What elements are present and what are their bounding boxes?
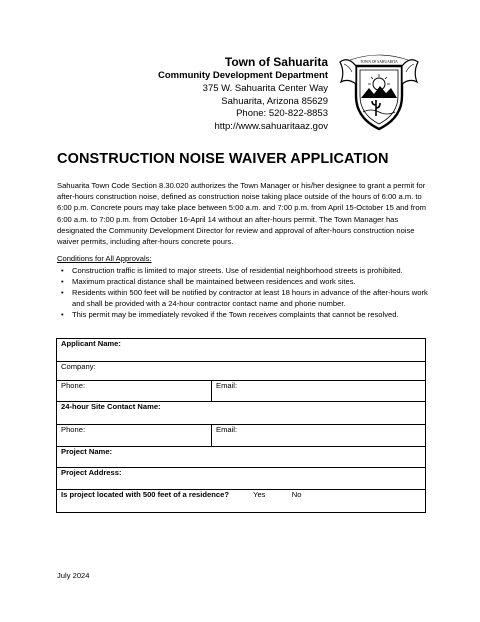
project-address-field[interactable] — [57, 468, 426, 490]
town-seal-logo — [336, 52, 422, 132]
residence-question-label: Is project located with 500 feet of a residence? — [61, 490, 229, 499]
email-label: Email: — [216, 381, 238, 390]
letterhead — [158, 55, 328, 134]
phone-label: Phone: — [61, 381, 86, 390]
page-title: CONSTRUCTION NOISE WAIVER APPLICATION — [57, 151, 389, 167]
condition-item: • Residents within 500 feet will be notified by contractor at least 18 hours in advance of the after-hours work and shall be provided with a 24-hour contractor contact name and phone number. — [57, 287, 437, 309]
yes-option[interactable]: Yes — [253, 490, 266, 499]
company-label: Company: — [61, 362, 96, 371]
applicant-name-label: Applicant Name: — [61, 339, 121, 348]
project-name-label: Project Name: — [61, 447, 113, 456]
applicant-name-field[interactable] — [57, 339, 426, 362]
site-phone-label: Phone: — [61, 425, 86, 434]
footer-date: July 2024 — [57, 571, 90, 580]
town-name: Town of Sahuarita — [224, 55, 328, 69]
application-form — [56, 338, 426, 513]
email-field[interactable] — [212, 381, 426, 402]
department-name: Community Development Department — [158, 70, 328, 81]
address-line-1: 375 W. Sahuarita Center Way — [202, 82, 328, 94]
condition-item: • This permit may be immediately revoked if the Town receives complaints that cannot be resolved. — [57, 309, 437, 320]
condition-item: • Construction traffic is limited to major streets. Use of residential neighborhood streets is prohibited. — [57, 265, 437, 276]
address-line-2: Sahuarita, Arizona 85629 — [221, 95, 328, 107]
condition-item: • Maximum practical distance shall be maintained between residences and work sites. — [57, 276, 437, 287]
project-address-label: Project Address: — [61, 468, 122, 477]
site-email-label: Email: — [216, 425, 238, 434]
site-phone-field[interactable] — [57, 425, 212, 447]
site-contact-label: 24-hour Site Contact Name: — [61, 402, 161, 411]
company-field[interactable] — [57, 362, 426, 381]
svg-text:TOWN OF SAHUARITA: TOWN OF SAHUARITA — [360, 60, 398, 64]
conditions-list — [57, 265, 437, 320]
conditions-heading: Conditions for All Approvals: — [57, 254, 152, 263]
website-link[interactable]: http://www.sahuaritaaz.gov — [214, 121, 328, 133]
site-email-field[interactable] — [212, 425, 426, 447]
project-name-field[interactable] — [57, 447, 426, 468]
no-option[interactable]: No — [291, 490, 302, 499]
intro-paragraph: Sahuarita Town Code Section 8.30.020 authorizes the Town Manager or his/her designee to grant a permit for after-hours construction noise, defined as construction noise taking place outside of the hours of 6:00 a.m. to 6:00 p.m. Concrete pours may take place between 5:00 a.m. and 7:00 p.m. from April 15-October 15 and from 6:00 a.m. to 7:00 p.m. from October 16-April 14 without an after-hours permit. The Town Manager has designated the Community Development Director for review and approval of after-hours construction noise waiver permits, including after-hours concrete pours. — [57, 181, 426, 247]
site-contact-field[interactable] — [57, 402, 426, 425]
residence-question-field — [57, 490, 426, 513]
phone-number: Phone: 520-822-8853 — [236, 108, 328, 120]
phone-field[interactable] — [57, 381, 212, 402]
